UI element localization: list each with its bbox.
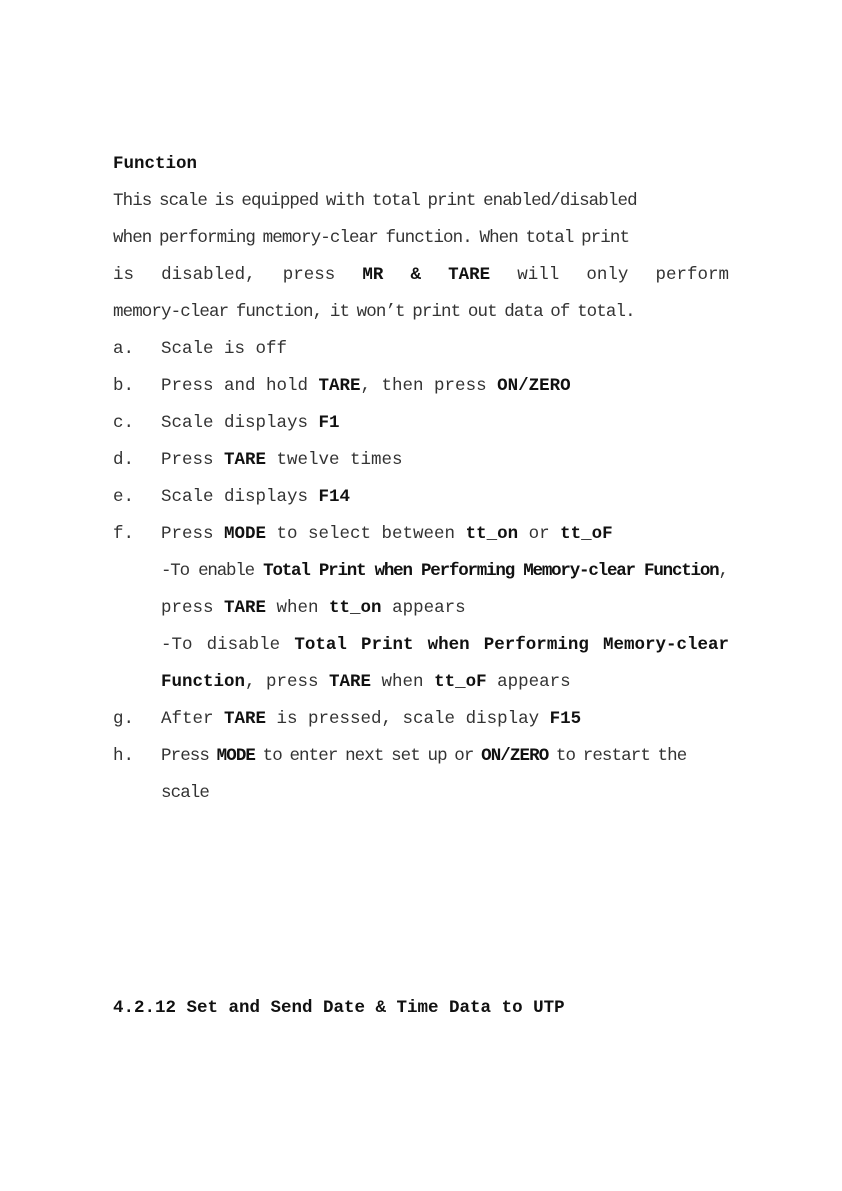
step-text — [161, 701, 729, 738]
text: -To disable — [161, 635, 295, 655]
step-text — [161, 738, 729, 812]
step-text — [161, 516, 729, 701]
text: or — [518, 524, 561, 544]
list-item — [113, 738, 729, 812]
key-mode: MODE — [216, 746, 256, 766]
text: when — [371, 672, 435, 692]
intro-paragraph — [113, 183, 729, 331]
display-code: F14 — [318, 487, 351, 507]
intro-line-2: when performing memory-clear function. When total print — [113, 228, 630, 248]
disable-instruction — [161, 627, 729, 701]
key-on-zero: ON/ZERO — [497, 376, 571, 396]
step-marker: b. — [113, 376, 135, 396]
document-body — [113, 146, 729, 812]
step-marker: e. — [113, 487, 135, 507]
intro-line-1: This scale is equipped with total print enabled/disabled — [113, 191, 637, 211]
text: , press — [245, 672, 330, 692]
step-marker: f. — [113, 524, 135, 544]
text: Scale displays — [161, 487, 319, 507]
text: -To enable — [161, 561, 264, 581]
step-f-line — [161, 516, 729, 553]
text: when — [266, 598, 330, 618]
text: is pressed, scale display — [266, 709, 550, 729]
step-marker: a. — [113, 339, 135, 359]
key-mode: MODE — [224, 524, 267, 544]
text: twelve times — [266, 450, 403, 470]
enable-instruction — [161, 553, 729, 627]
option-tt-of: tt_oF — [560, 524, 613, 544]
intro-text: is disabled, press — [113, 265, 363, 285]
text: , press — [161, 561, 729, 618]
display-code: F1 — [318, 413, 340, 433]
step-marker: h. — [113, 746, 135, 766]
text: , then press — [360, 376, 498, 396]
text: Scale displays — [161, 413, 319, 433]
step-marker: d. — [113, 450, 135, 470]
text: Press — [161, 746, 217, 766]
text: to select between — [266, 524, 466, 544]
step-marker: c. — [113, 413, 135, 433]
step-text: Scale is off — [161, 339, 288, 359]
step-text — [161, 368, 729, 405]
next-section-heading: 4.2.12 Set and Send Date & Time Data to UTP — [113, 998, 565, 1018]
section-heading: Function — [113, 154, 198, 174]
list-item — [113, 442, 729, 479]
display-code: F15 — [549, 709, 582, 729]
text: to restart the scale — [161, 746, 687, 803]
step-text — [161, 405, 729, 442]
intro-text: will only perform — [490, 265, 729, 285]
feature-name: Total Print when Performing Memory-clear Function — [263, 561, 719, 581]
text: appears — [486, 672, 571, 692]
key-on-zero: ON/ZERO — [481, 746, 549, 766]
option-tt-on: tt_on — [329, 598, 382, 618]
key-mr: MR — [362, 265, 384, 285]
step-marker: g. — [113, 709, 135, 729]
option-tt-of: tt_oF — [434, 672, 487, 692]
key-tare: TARE — [329, 672, 372, 692]
list-item — [113, 331, 729, 368]
feature-name: Total Print when Performing Memory-clear Function — [161, 635, 729, 692]
steps-list — [113, 331, 729, 812]
option-tt-on: tt_on — [465, 524, 519, 544]
intro-line-4: memory-clear function, it won’t print out data of total. — [113, 302, 635, 322]
text: Press — [161, 450, 225, 470]
text: Press — [161, 524, 225, 544]
intro-line-3 — [113, 257, 729, 294]
text: appears — [381, 598, 466, 618]
key-tare: TARE — [224, 709, 267, 729]
text: to enter next set up or — [255, 746, 482, 766]
step-text — [161, 479, 729, 516]
list-item — [113, 516, 729, 701]
key-tare: TARE — [448, 265, 491, 285]
text: Press and hold — [161, 376, 319, 396]
list-item — [113, 701, 729, 738]
text: After — [161, 709, 225, 729]
ampersand: & — [383, 265, 449, 285]
key-tare: TARE — [318, 376, 361, 396]
key-tare: TARE — [224, 450, 267, 470]
list-item — [113, 405, 729, 442]
list-item — [113, 368, 729, 405]
list-item — [113, 479, 729, 516]
key-tare: TARE — [224, 598, 267, 618]
step-text — [161, 442, 729, 479]
